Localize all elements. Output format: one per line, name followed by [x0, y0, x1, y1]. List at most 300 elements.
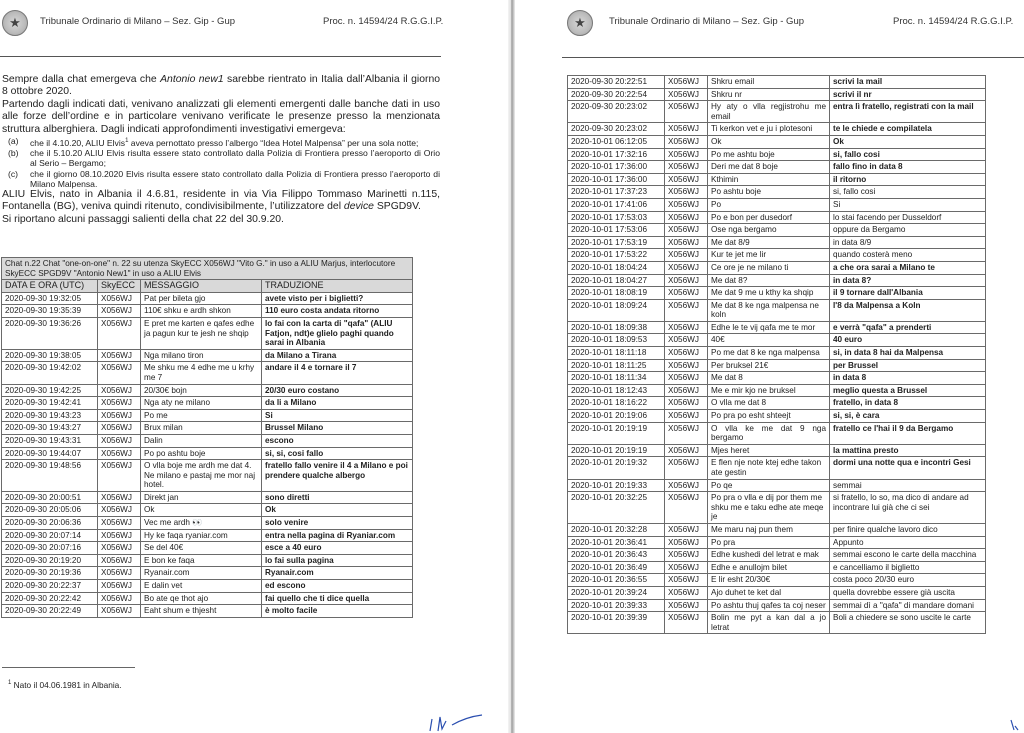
cell-datetime: 2020-10-01 20:19:19: [568, 444, 665, 457]
chat-table-continued: [567, 75, 986, 634]
cell-translation: lo fai con la carta di "qafa" (ALIU Fatjon, ndt)e glielo paghi quando sarai in Albania: [262, 317, 413, 349]
cell-message: Ok: [708, 135, 830, 148]
table-row: [568, 261, 986, 274]
cell-message: O vlla me dat 8: [708, 397, 830, 410]
cell-translation: ed escono: [262, 580, 413, 593]
cell-skyecc: X056WJ: [665, 347, 708, 360]
cell-datetime: 2020-10-01 20:39:24: [568, 586, 665, 599]
cell-translation: fratello ce l'hai il 9 da Bergamo: [830, 422, 986, 444]
cell-datetime: 2020-10-01 17:37:23: [568, 186, 665, 199]
signature-mark: [1009, 718, 1023, 732]
cell-skyecc: X056WJ: [665, 186, 708, 199]
cell-message: Me e mir kjo ne bruksel: [708, 384, 830, 397]
cell-translation: semmai escono le carte della macchina: [830, 549, 986, 562]
cell-message: Edhe e anullojm bilet: [708, 561, 830, 574]
court-name: Tribunale Ordinario di Milano – Sez. Gip - Gup: [609, 16, 805, 27]
cell-translation: in data 8/9: [830, 236, 986, 249]
cell-message: Po qe: [708, 479, 830, 492]
cell-message: E flen nje note ktej edhe takon ate gestin: [708, 457, 830, 479]
cell-message: Shkru email: [708, 76, 830, 89]
table-row: [2, 580, 413, 593]
cell-translation: quando costerà meno: [830, 249, 986, 262]
findings-list: [2, 136, 440, 189]
cell-message: Po pra o vlla e dij por them me shku me e taku edhe ate meqe je: [708, 492, 830, 524]
cell-skyecc: X056WJ: [665, 574, 708, 587]
table-row: [568, 492, 986, 524]
cell-datetime: 2020-09-30 20:22:42: [2, 592, 98, 605]
cell-datetime: 2020-10-01 18:09:24: [568, 299, 665, 321]
cell-message: Me dat 8: [708, 372, 830, 385]
cell-skyecc: X056WJ: [665, 274, 708, 287]
cell-translation: il 9 tornare dall'Albania: [830, 287, 986, 300]
cell-translation: 110 euro costa andata ritorno: [262, 305, 413, 318]
table-row: [568, 384, 986, 397]
cell-message: Shkru nr: [708, 88, 830, 101]
cell-datetime: 2020-10-01 20:36:41: [568, 536, 665, 549]
cell-datetime: 2020-10-01 20:36:43: [568, 549, 665, 562]
table-row: [2, 362, 413, 384]
cell-datetime: 2020-09-30 20:19:20: [2, 554, 98, 567]
cell-translation: in data 8?: [830, 274, 986, 287]
table-row: [568, 536, 986, 549]
cell-skyecc: X056WJ: [98, 447, 141, 460]
cell-skyecc: X056WJ: [98, 491, 141, 504]
cell-message: Po: [708, 198, 830, 211]
document-page-left: [0, 0, 508, 733]
cell-translation: entra lì fratello, registrati con la mail: [830, 101, 986, 123]
court-name: Tribunale Ordinario di Milano – Sez. Gip - Gup: [40, 16, 236, 27]
cell-datetime: 2020-10-01 20:19:06: [568, 410, 665, 423]
cell-skyecc: X056WJ: [665, 198, 708, 211]
cell-translation: fallo fino in data 8: [830, 161, 986, 174]
cell-datetime: 2020-10-01 17:36:00: [568, 161, 665, 174]
cell-skyecc: X056WJ: [98, 529, 141, 542]
table-row: [568, 236, 986, 249]
table-row: [568, 334, 986, 347]
page-header: [0, 8, 508, 40]
cell-datetime: 2020-09-30 19:38:05: [2, 349, 98, 362]
cell-datetime: 2020-09-30 20:05:06: [2, 504, 98, 517]
cell-translation: è molto facile: [262, 605, 413, 618]
cell-message: Po me ashtu boje: [708, 148, 830, 161]
cell-datetime: 2020-09-30 20:22:54: [568, 88, 665, 101]
table-row: [2, 349, 413, 362]
table-row: [568, 299, 986, 321]
cell-message: Me dat 8?: [708, 274, 830, 287]
cell-skyecc: X056WJ: [98, 460, 141, 492]
cell-translation: esce a 40 euro: [262, 542, 413, 555]
cell-skyecc: X056WJ: [665, 599, 708, 612]
cell-message: Dalin: [141, 434, 262, 447]
cell-translation: entra nella pagina di Ryaniar.com: [262, 529, 413, 542]
table-row: [568, 372, 986, 385]
cell-translation: semmai dì a "qafa" di mandare domani: [830, 599, 986, 612]
cell-translation: da li a Milano: [262, 397, 413, 410]
cell-datetime: 2020-10-01 20:19:33: [568, 479, 665, 492]
cell-datetime: 2020-09-30 20:22:37: [2, 580, 98, 593]
cell-translation: Brussel Milano: [262, 422, 413, 435]
cell-skyecc: X056WJ: [665, 173, 708, 186]
cell-skyecc: X056WJ: [665, 457, 708, 479]
page-header: [515, 8, 1024, 40]
cell-skyecc: X056WJ: [98, 397, 141, 410]
cell-translation: Ok: [262, 504, 413, 517]
table-row: [2, 529, 413, 542]
cell-skyecc: X056WJ: [665, 76, 708, 89]
cell-translation: scrivi il nr: [830, 88, 986, 101]
cell-message: Me dat 9 me u kthy ka shqip: [708, 287, 830, 300]
cell-skyecc: X056WJ: [665, 261, 708, 274]
cell-skyecc: X056WJ: [665, 123, 708, 136]
cell-skyecc: X056WJ: [665, 561, 708, 574]
cell-skyecc: X056WJ: [665, 612, 708, 634]
cell-message: Ti kerkon vet e ju i plotesoni: [708, 123, 830, 136]
cell-skyecc: X056WJ: [665, 359, 708, 372]
cell-skyecc: X056WJ: [665, 479, 708, 492]
cell-datetime: 2020-10-01 20:19:19: [568, 422, 665, 444]
cell-skyecc: X056WJ: [665, 299, 708, 321]
table-row: [568, 148, 986, 161]
cell-datetime: 2020-09-30 19:43:23: [2, 409, 98, 422]
table-row: [2, 554, 413, 567]
cell-message: Nga aty ne milano: [141, 397, 262, 410]
cell-skyecc: X056WJ: [665, 372, 708, 385]
cell-message: E lir esht 20/30€: [708, 574, 830, 587]
cell-message: Ajo duhet te ket dal: [708, 586, 830, 599]
cell-translation: quella dovrebbe essere già uscita: [830, 586, 986, 599]
cell-skyecc: X056WJ: [665, 321, 708, 334]
cell-datetime: 2020-10-01 17:53:06: [568, 224, 665, 237]
cell-skyecc: X056WJ: [98, 504, 141, 517]
cell-message: Mjes heret: [708, 444, 830, 457]
table-row: [2, 434, 413, 447]
cell-datetime: 2020-09-30 19:42:41: [2, 397, 98, 410]
cell-translation: 20/30 euro costano: [262, 384, 413, 397]
table-row: [568, 123, 986, 136]
cell-message: Hy ke faqa ryaniar.com: [141, 529, 262, 542]
cell-datetime: 2020-10-01 18:09:53: [568, 334, 665, 347]
cell-translation: 40 euro: [830, 334, 986, 347]
cell-message: Ose nga bergamo: [708, 224, 830, 237]
cell-skyecc: X056WJ: [665, 249, 708, 262]
table-row: [2, 409, 413, 422]
cell-translation: l'8 da Malpensa a Koln: [830, 299, 986, 321]
cell-skyecc: X056WJ: [98, 362, 141, 384]
cell-translation: si, fallo cosi: [830, 148, 986, 161]
table-row: [568, 410, 986, 423]
cell-message: E pret me karten e qafes edhe ja pagun kur te jesh ne shqip: [141, 317, 262, 349]
cell-skyecc: X056WJ: [665, 161, 708, 174]
paragraph-3: ALIU Elvis, nato in Albania il 4.6.81, residente in via Via Filippo Tommaso Marinetti n.115, Fontanella (BG), veniva quindi ritenuto, condivisibilmente, l’utilizzatore del device SPGD9V.: [2, 188, 440, 213]
cell-message: Po me dat 8 ke nga malpensa: [708, 347, 830, 360]
table-row: [568, 561, 986, 574]
cell-skyecc: X056WJ: [665, 397, 708, 410]
cell-datetime: 2020-09-30 20:00:51: [2, 491, 98, 504]
cell-message: Vec me ardh 👀: [141, 517, 262, 530]
cell-translation: escono: [262, 434, 413, 447]
cell-datetime: 2020-09-30 19:42:02: [2, 362, 98, 384]
table-row: [568, 422, 986, 444]
cell-message: Eaht shum e thjesht: [141, 605, 262, 618]
cell-datetime: 2020-10-01 17:32:16: [568, 148, 665, 161]
cell-skyecc: X056WJ: [98, 567, 141, 580]
cell-message: Me dat 8/9: [708, 236, 830, 249]
cell-skyecc: X056WJ: [665, 334, 708, 347]
cell-translation: da Milano a Tirana: [262, 349, 413, 362]
cell-datetime: 2020-10-01 20:39:39: [568, 612, 665, 634]
table-row: [568, 173, 986, 186]
table-row: [568, 457, 986, 479]
cell-datetime: 2020-10-01 18:04:27: [568, 274, 665, 287]
cell-message: Edhe kushedi del letrat e mak: [708, 549, 830, 562]
column-header-datetime: DATA E ORA (UTC): [2, 280, 98, 293]
table-row: [2, 447, 413, 460]
table-row: [568, 479, 986, 492]
table-caption: Chat n.22 Chat "one-on-one" n. 22 su utenza SkyECC X056WJ "Vito G." in uso a ALIU Marjus, interlocutore SkyECC SPGD9V "Antonio New1" in uso a ALIU Elvis: [2, 258, 413, 280]
cell-message: Deri me dat 8 boje: [708, 161, 830, 174]
table-row: [568, 444, 986, 457]
cell-datetime: 2020-10-01 18:08:19: [568, 287, 665, 300]
cell-message: 110€ shku e ardh shkon: [141, 305, 262, 318]
table-row: [2, 491, 413, 504]
cell-datetime: 2020-10-01 18:12:43: [568, 384, 665, 397]
signature-initials: [426, 713, 486, 733]
footnote-ref[interactable]: 1: [125, 138, 129, 145]
cell-translation: si, in data 8 hai da Malpensa: [830, 347, 986, 360]
cell-datetime: 2020-09-30 19:42:25: [2, 384, 98, 397]
cell-translation: avete visto per i biglietti?: [262, 292, 413, 305]
cell-message: O vlla ke me dat 9 nga bergamo: [708, 422, 830, 444]
footnote: $^1$ Nato il 04.06.1981 in Albania.: [8, 680, 122, 690]
table-row: [568, 287, 986, 300]
cell-skyecc: X056WJ: [665, 236, 708, 249]
cell-skyecc: X056WJ: [98, 292, 141, 305]
cell-datetime: 2020-10-01 20:19:32: [568, 457, 665, 479]
paragraph-2: Partendo dagli indicati dati, venivano analizzati gli elementi emergenti dalle banche dati in uso alle forze dell’ordine e in particolare venivano verificate le presenze presso la menzionata struttura alberghiera. Dagli indicati approfondimenti investigativi emergeva:: [2, 98, 440, 135]
column-header-message: MESSAGGIO: [141, 280, 262, 293]
cell-translation: in data 8: [830, 372, 986, 385]
cell-skyecc: X056WJ: [98, 349, 141, 362]
cell-message: Edhe le te vij qafa me te mor: [708, 321, 830, 334]
cell-skyecc: X056WJ: [665, 135, 708, 148]
cell-datetime: 2020-10-01 20:36:55: [568, 574, 665, 587]
cell-skyecc: X056WJ: [665, 410, 708, 423]
cell-translation: il ritorno: [830, 173, 986, 186]
cell-message: 20/30€ bojn: [141, 384, 262, 397]
cell-skyecc: X056WJ: [665, 444, 708, 457]
cell-message: Me dat 8 ke nga malpensa ne koln: [708, 299, 830, 321]
table-row: [568, 161, 986, 174]
table-row: [568, 135, 986, 148]
cell-datetime: 2020-09-30 19:43:31: [2, 434, 98, 447]
cell-datetime: 2020-09-30 19:43:27: [2, 422, 98, 435]
table-row: [568, 359, 986, 372]
table-row: [568, 224, 986, 237]
table-row: [568, 347, 986, 360]
cell-datetime: 2020-10-01 17:41:06: [568, 198, 665, 211]
cell-message: E bon ke faqa: [141, 554, 262, 567]
table-row: [568, 211, 986, 224]
paragraph-1: Sempre dalla chat emergeva che Antonio new1 sarebbe rientrato in Italia dall’Albania il giorno 8 ottobre 2020.: [2, 74, 441, 98]
cell-skyecc: X056WJ: [98, 542, 141, 555]
cell-skyecc: X056WJ: [98, 434, 141, 447]
cell-datetime: 2020-10-01 06:12:05: [568, 135, 665, 148]
cell-translation: te le chiede e compilatela: [830, 123, 986, 136]
cell-message: Ce ore je ne milano ti: [708, 261, 830, 274]
cell-translation: fai quello che ti dice quella: [262, 592, 413, 605]
cell-skyecc: X056WJ: [98, 517, 141, 530]
cell-skyecc: X056WJ: [98, 317, 141, 349]
cell-translation: costa poco 20/30 euro: [830, 574, 986, 587]
table-row: [2, 397, 413, 410]
cell-translation: Ok: [830, 135, 986, 148]
cell-skyecc: X056WJ: [98, 554, 141, 567]
cell-message: 40€: [708, 334, 830, 347]
cell-translation: meglio questa a Brussel: [830, 384, 986, 397]
cell-datetime: 2020-09-30 19:32:05: [2, 292, 98, 305]
cell-translation: andare il 4 e tornare il 7: [262, 362, 413, 384]
table-row: [568, 397, 986, 410]
header-divider: [562, 57, 1024, 58]
cell-message: Kthimin: [708, 173, 830, 186]
body-text: [2, 74, 440, 226]
cell-datetime: 2020-09-30 20:07:16: [2, 542, 98, 555]
page-binding-gutter: [508, 0, 515, 733]
cell-skyecc: X056WJ: [665, 536, 708, 549]
cell-translation: lo fai sulla pagina: [262, 554, 413, 567]
cell-datetime: 2020-09-30 20:19:36: [2, 567, 98, 580]
cell-datetime: 2020-10-01 20:32:25: [568, 492, 665, 524]
cell-translation: per finire qualche lavoro dico: [830, 523, 986, 536]
column-header-skyecc: SkyECC: [98, 280, 141, 293]
cell-datetime: 2020-10-01 20:39:33: [568, 599, 665, 612]
cell-message: Bo ate qe thot ajo: [141, 592, 262, 605]
cell-skyecc: X056WJ: [98, 305, 141, 318]
cell-skyecc: X056WJ: [98, 422, 141, 435]
cell-translation: sono diretti: [262, 491, 413, 504]
document-page-right: [515, 0, 1024, 733]
finding-item: (c) che il giorno 08.10.2020 Elvis risulta essere stato controllato dalla Polizia di Frontiera presso l’aeroporto di Milano Malpensa.: [8, 168, 440, 189]
cell-message: Po pra po esht shteejt: [708, 410, 830, 423]
cell-datetime: 2020-09-30 19:35:39: [2, 305, 98, 318]
cell-translation: si, si, è cara: [830, 410, 986, 423]
cell-message: Po pra: [708, 536, 830, 549]
table-row: [2, 292, 413, 305]
cell-translation: si fratello, lo so, ma dico di andare ad incontrare lui già che ci sei: [830, 492, 986, 524]
cell-translation: Ryanair.com: [262, 567, 413, 580]
table-row: [568, 101, 986, 123]
column-header-translation: TRADUZIONE: [262, 280, 413, 293]
cell-datetime: 2020-10-01 17:53:19: [568, 236, 665, 249]
cell-skyecc: X056WJ: [665, 422, 708, 444]
cell-skyecc: X056WJ: [665, 224, 708, 237]
cell-message: Brux milan: [141, 422, 262, 435]
cell-message: Ok: [141, 504, 262, 517]
cell-datetime: 2020-10-01 18:11:18: [568, 347, 665, 360]
finding-item: (a) che il 4.10.20, ALIU Elvis$^1$ aveva pernottato presso l’albergo “Idea Hotel Malpensa” per una sola notte;: [8, 136, 419, 148]
table-row: [568, 612, 986, 634]
cell-datetime: 2020-09-30 20:23:02: [568, 123, 665, 136]
cell-translation: si, fallo cosi: [830, 186, 986, 199]
table-row: [568, 186, 986, 199]
cell-translation: solo venire: [262, 517, 413, 530]
cell-translation: e verrà "qafa" a prenderti: [830, 321, 986, 334]
table-row: [2, 460, 413, 492]
cell-message: Direkt jan: [141, 491, 262, 504]
table-row: [568, 523, 986, 536]
cell-translation: si, si, cosi fallo: [262, 447, 413, 460]
table-row: [568, 249, 986, 262]
table-row: [2, 422, 413, 435]
cell-translation: fratello fallo venire il 4 a Milano e poi prendere qualche albergo: [262, 460, 413, 492]
header-divider: [0, 56, 441, 57]
cell-message: Hy aty o vlla regjistrohu me email: [708, 101, 830, 123]
cell-translation: dormi una notte qua e incontri Gesi: [830, 457, 986, 479]
cell-message: Po ashtu thuj qafes ta coj neser: [708, 599, 830, 612]
cell-message: Bolin me pyt a kan dal a jo letrat: [708, 612, 830, 634]
cell-message: Me shku me 4 edhe me u krhy me 7: [141, 362, 262, 384]
cell-translation: la mattina presto: [830, 444, 986, 457]
cell-skyecc: X056WJ: [98, 592, 141, 605]
cell-translation: semmai: [830, 479, 986, 492]
cell-datetime: 2020-10-01 20:36:49: [568, 561, 665, 574]
cell-skyecc: X056WJ: [98, 605, 141, 618]
cell-skyecc: X056WJ: [665, 88, 708, 101]
cell-datetime: 2020-10-01 18:16:22: [568, 397, 665, 410]
cell-translation: lo stai facendo per Dusseldorf: [830, 211, 986, 224]
procedure-number: Proc. n. 14594/24 R.G.G.I.P.: [893, 16, 1014, 27]
cell-translation: a che ora sarai a Milano te: [830, 261, 986, 274]
cell-message: Nga milano tiron: [141, 349, 262, 362]
cell-skyecc: X056WJ: [98, 384, 141, 397]
cell-skyecc: X056WJ: [665, 549, 708, 562]
cell-datetime: 2020-09-30 19:36:26: [2, 317, 98, 349]
cell-translation: e cancelliamo il biglietto: [830, 561, 986, 574]
cell-translation: per Brussel: [830, 359, 986, 372]
cell-message: Ryanair.com: [141, 567, 262, 580]
table-row: [2, 504, 413, 517]
cell-message: Me maru naj pun them: [708, 523, 830, 536]
cell-datetime: 2020-09-30 19:44:07: [2, 447, 98, 460]
table-row: [568, 586, 986, 599]
cell-skyecc: X056WJ: [665, 101, 708, 123]
cell-translation: Appunto: [830, 536, 986, 549]
table-row: [568, 321, 986, 334]
table-row: [2, 542, 413, 555]
cell-skyecc: X056WJ: [665, 148, 708, 161]
cell-datetime: 2020-10-01 18:11:34: [568, 372, 665, 385]
table-row: [568, 599, 986, 612]
italian-republic-emblem-icon: ★: [567, 10, 593, 36]
cell-datetime: 2020-09-30 20:22:51: [568, 76, 665, 89]
finding-item: (b) che il 5.10.20 ALIU Elvis risulta essere stato controllato dalla Polizia di Frontiera presso l’aeroporto di Orio al Serio – Bergamo;: [8, 148, 440, 169]
cell-skyecc: X056WJ: [98, 409, 141, 422]
cell-datetime: 2020-09-30 20:06:36: [2, 517, 98, 530]
cell-datetime: 2020-09-30 20:22:49: [2, 605, 98, 618]
table-row: [2, 305, 413, 318]
table-row: [2, 317, 413, 349]
cell-datetime: 2020-09-30 20:07:14: [2, 529, 98, 542]
table-row: [568, 88, 986, 101]
cell-skyecc: X056WJ: [665, 523, 708, 536]
table-row: [568, 574, 986, 587]
cell-skyecc: X056WJ: [665, 211, 708, 224]
table-row: [2, 567, 413, 580]
paragraph-4: Si riportano alcuni passaggi salienti della chat 22 del 30.9.20.: [2, 213, 284, 225]
table-row: [568, 274, 986, 287]
cell-datetime: 2020-10-01 17:53:22: [568, 249, 665, 262]
cell-translation: Boli a chiedere se sono uscite le carte: [830, 612, 986, 634]
